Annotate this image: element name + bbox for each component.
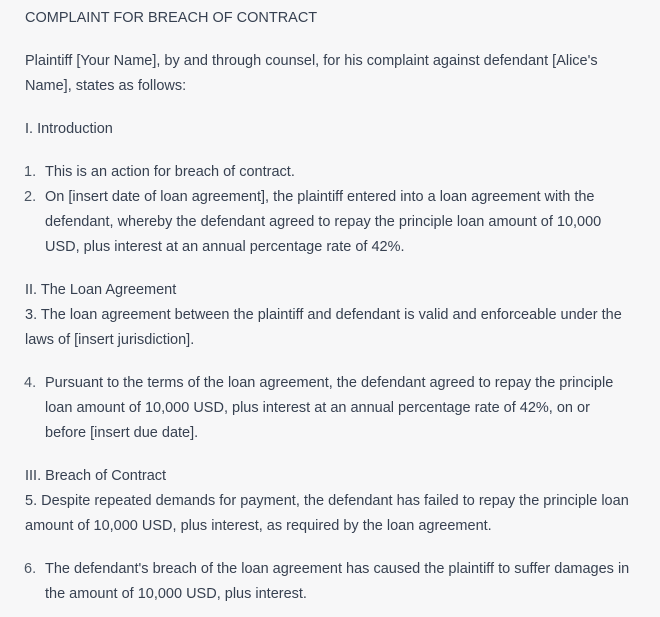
- list-item-text: Pursuant to the terms of the loan agreement, the defendant agreed to repay the principle loan amount of 10,000 USD, plus interest at an annual percentage rate of 42%, on or before [insert due date].: [45, 375, 614, 441]
- section-3-heading: III. Breach of Contract: [25, 468, 167, 484]
- list-item-number: 2.: [24, 189, 37, 205]
- list-item: [25, 185, 632, 260]
- document-title: COMPLAINT FOR BREACH OF CONTRACT: [25, 10, 318, 26]
- list-item-number: 4.: [24, 375, 37, 391]
- list-item-number: 1.: [24, 164, 37, 180]
- list-item: [25, 160, 632, 185]
- section-2-heading: II. The Loan Agreement: [25, 282, 177, 298]
- section-1-heading: I. Introduction: [25, 121, 113, 137]
- section-1-list: [25, 160, 632, 260]
- list-item-text: This is an action for breach of contract.: [45, 164, 295, 180]
- section-2-paragraph: 3. The loan agreement between the plaintiff and defendant is valid and enforceable under the laws of [insert jurisdiction].: [25, 307, 622, 348]
- intro-paragraph: Plaintiff [Your Name], by and through counsel, for his complaint against defendant [Alice's Name], states as follows:: [25, 53, 598, 94]
- list-item-text: The defendant's breach of the loan agreement has caused the plaintiff to suffer damages in the amount of 10,000 USD, plus interest.: [45, 561, 630, 602]
- list-item-text: On [insert date of loan agreement], the plaintiff entered into a loan agreement with the defendant, whereby the defendant agreed to repay the principle loan amount of 10,000 USD, plus interest at an annual percentage rate of 42%.: [45, 189, 602, 255]
- section-2-list: [25, 371, 632, 446]
- section-3-list: [25, 557, 632, 607]
- list-item: [25, 371, 632, 446]
- list-item: [25, 557, 632, 607]
- section-3-paragraph: 5. Despite repeated demands for payment, the defendant has failed to repay the principle loan amount of 10,000 USD, plus interest, as required by the loan agreement.: [25, 493, 629, 534]
- list-item-number: 6.: [24, 561, 37, 577]
